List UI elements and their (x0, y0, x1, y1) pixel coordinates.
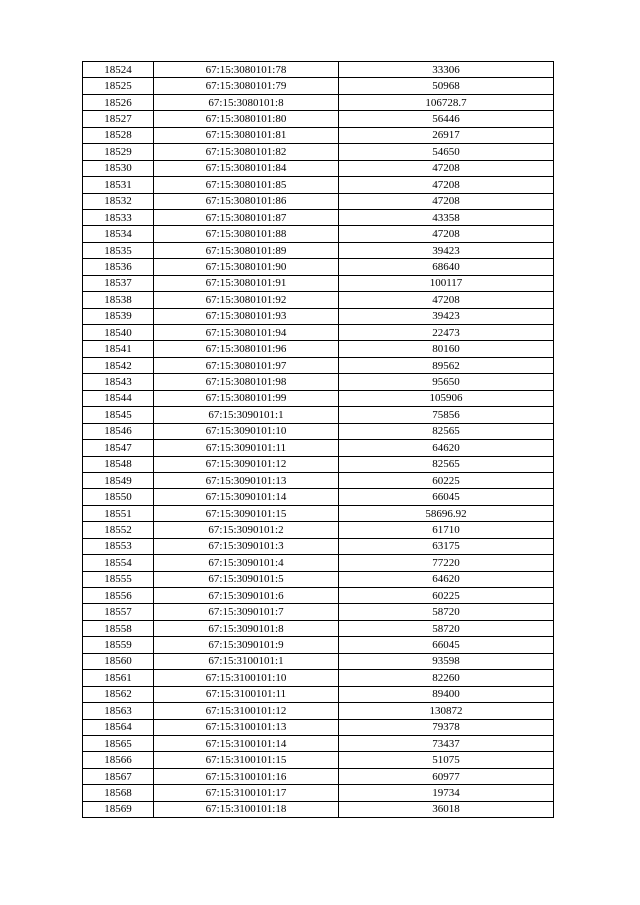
cadastral-number-cell: 67:15:3090101:8 (154, 620, 339, 636)
table-row (83, 440, 554, 456)
value-cell: 75856 (339, 407, 554, 423)
cadastral-number-cell: 67:15:3090101:14 (154, 489, 339, 505)
cadastral-number-cell: 67:15:3080101:97 (154, 357, 339, 373)
value-cell: 82260 (339, 670, 554, 686)
value-cell: 47208 (339, 177, 554, 193)
row-number-cell: 18528 (83, 127, 154, 143)
table-row (83, 522, 554, 538)
row-number-cell: 18526 (83, 94, 154, 110)
table-row (83, 719, 554, 735)
cadastral-number-cell: 67:15:3080101:91 (154, 275, 339, 291)
row-number-cell: 18565 (83, 735, 154, 751)
row-number-cell: 18548 (83, 456, 154, 472)
table-row (83, 703, 554, 719)
value-cell: 68640 (339, 259, 554, 275)
value-cell: 47208 (339, 226, 554, 242)
row-number-cell: 18547 (83, 440, 154, 456)
cadastral-number-cell: 67:15:3080101:99 (154, 390, 339, 406)
cadastral-number-cell: 67:15:3080101:86 (154, 193, 339, 209)
row-number-cell: 18549 (83, 472, 154, 488)
row-number-cell: 18553 (83, 538, 154, 554)
cadastral-number-cell: 67:15:3080101:8 (154, 94, 339, 110)
cadastral-number-cell: 67:15:3080101:93 (154, 308, 339, 324)
row-number-cell: 18546 (83, 423, 154, 439)
value-cell: 89400 (339, 686, 554, 702)
row-number-cell: 18558 (83, 620, 154, 636)
table-row (83, 111, 554, 127)
value-cell: 58696.92 (339, 505, 554, 521)
cadastral-value-table (82, 61, 554, 818)
row-number-cell: 18524 (83, 62, 154, 78)
value-cell: 39423 (339, 242, 554, 258)
row-number-cell: 18557 (83, 604, 154, 620)
table-row (83, 94, 554, 110)
table-row (83, 390, 554, 406)
cadastral-number-cell: 67:15:3080101:88 (154, 226, 339, 242)
row-number-cell: 18567 (83, 768, 154, 784)
row-number-cell: 18538 (83, 292, 154, 308)
row-number-cell: 18544 (83, 390, 154, 406)
value-cell: 95650 (339, 374, 554, 390)
row-number-cell: 18542 (83, 357, 154, 373)
row-number-cell: 18555 (83, 571, 154, 587)
table-row (83, 62, 554, 78)
cadastral-number-cell: 67:15:3090101:9 (154, 637, 339, 653)
value-cell: 47208 (339, 292, 554, 308)
value-cell: 82565 (339, 456, 554, 472)
value-cell: 19734 (339, 785, 554, 801)
value-cell: 54650 (339, 144, 554, 160)
cadastral-number-cell: 67:15:3100101:11 (154, 686, 339, 702)
cadastral-number-cell: 67:15:3100101:17 (154, 785, 339, 801)
table-row (83, 160, 554, 176)
row-number-cell: 18551 (83, 505, 154, 521)
table-body (83, 62, 554, 818)
cadastral-number-cell: 67:15:3080101:85 (154, 177, 339, 193)
table-row (83, 144, 554, 160)
cadastral-number-cell: 67:15:3080101:79 (154, 78, 339, 94)
table-row (83, 127, 554, 143)
row-number-cell: 18550 (83, 489, 154, 505)
value-cell: 60977 (339, 768, 554, 784)
row-number-cell: 18541 (83, 341, 154, 357)
cadastral-number-cell: 67:15:3080101:98 (154, 374, 339, 390)
value-cell: 89562 (339, 357, 554, 373)
table-row (83, 374, 554, 390)
row-number-cell: 18562 (83, 686, 154, 702)
table-row (83, 620, 554, 636)
value-cell: 105906 (339, 390, 554, 406)
row-number-cell: 18535 (83, 242, 154, 258)
row-number-cell: 18529 (83, 144, 154, 160)
table-row (83, 357, 554, 373)
value-cell: 130872 (339, 703, 554, 719)
table-row (83, 735, 554, 751)
row-number-cell: 18531 (83, 177, 154, 193)
row-number-cell: 18569 (83, 801, 154, 817)
row-number-cell: 18552 (83, 522, 154, 538)
table-row (83, 801, 554, 817)
table-row (83, 341, 554, 357)
cadastral-number-cell: 67:15:3100101:13 (154, 719, 339, 735)
table-row (83, 538, 554, 554)
table-row (83, 555, 554, 571)
cadastral-number-cell: 67:15:3090101:7 (154, 604, 339, 620)
table-row (83, 785, 554, 801)
table-row (83, 752, 554, 768)
cadastral-number-cell: 67:15:3100101:10 (154, 670, 339, 686)
cadastral-number-cell: 67:15:3090101:13 (154, 472, 339, 488)
table-row (83, 177, 554, 193)
row-number-cell: 18568 (83, 785, 154, 801)
value-cell: 39423 (339, 308, 554, 324)
table-row (83, 456, 554, 472)
row-number-cell: 18532 (83, 193, 154, 209)
value-cell: 64620 (339, 440, 554, 456)
cadastral-number-cell: 67:15:3100101:16 (154, 768, 339, 784)
value-cell: 79378 (339, 719, 554, 735)
table-row (83, 423, 554, 439)
value-cell: 93598 (339, 653, 554, 669)
row-number-cell: 18563 (83, 703, 154, 719)
cadastral-number-cell: 67:15:3080101:87 (154, 209, 339, 225)
cadastral-number-cell: 67:15:3100101:15 (154, 752, 339, 768)
row-number-cell: 18533 (83, 209, 154, 225)
cadastral-number-cell: 67:15:3090101:6 (154, 588, 339, 604)
table-row (83, 275, 554, 291)
value-cell: 26917 (339, 127, 554, 143)
value-cell: 80160 (339, 341, 554, 357)
cadastral-number-cell: 67:15:3090101:11 (154, 440, 339, 456)
value-cell: 47208 (339, 193, 554, 209)
value-cell: 51075 (339, 752, 554, 768)
cadastral-number-cell: 67:15:3090101:1 (154, 407, 339, 423)
table-row (83, 209, 554, 225)
table-row (83, 78, 554, 94)
cadastral-number-cell: 67:15:3080101:90 (154, 259, 339, 275)
cadastral-number-cell: 67:15:3090101:3 (154, 538, 339, 554)
table-row (83, 489, 554, 505)
value-cell: 64620 (339, 571, 554, 587)
row-number-cell: 18540 (83, 325, 154, 341)
cadastral-number-cell: 67:15:3080101:94 (154, 325, 339, 341)
table-row (83, 588, 554, 604)
cadastral-number-cell: 67:15:3090101:15 (154, 505, 339, 521)
value-cell: 61710 (339, 522, 554, 538)
cadastral-number-cell: 67:15:3090101:5 (154, 571, 339, 587)
cadastral-number-cell: 67:15:3090101:4 (154, 555, 339, 571)
value-cell: 77220 (339, 555, 554, 571)
cadastral-number-cell: 67:15:3080101:82 (154, 144, 339, 160)
value-cell: 60225 (339, 588, 554, 604)
row-number-cell: 18556 (83, 588, 154, 604)
table-row (83, 571, 554, 587)
cadastral-number-cell: 67:15:3090101:10 (154, 423, 339, 439)
table-row (83, 505, 554, 521)
value-cell: 63175 (339, 538, 554, 554)
row-number-cell: 18537 (83, 275, 154, 291)
cadastral-number-cell: 67:15:3080101:80 (154, 111, 339, 127)
cadastral-number-cell: 67:15:3090101:12 (154, 456, 339, 472)
row-number-cell: 18536 (83, 259, 154, 275)
table-row (83, 308, 554, 324)
cadastral-number-cell: 67:15:3090101:2 (154, 522, 339, 538)
cadastral-number-cell: 67:15:3100101:12 (154, 703, 339, 719)
table-row (83, 670, 554, 686)
table-row (83, 407, 554, 423)
table-row (83, 768, 554, 784)
cadastral-number-cell: 67:15:3080101:84 (154, 160, 339, 176)
table-row (83, 325, 554, 341)
table-row (83, 472, 554, 488)
row-number-cell: 18554 (83, 555, 154, 571)
value-cell: 66045 (339, 637, 554, 653)
value-cell: 106728.7 (339, 94, 554, 110)
value-cell: 82565 (339, 423, 554, 439)
value-cell: 22473 (339, 325, 554, 341)
value-cell: 50968 (339, 78, 554, 94)
value-cell: 60225 (339, 472, 554, 488)
cadastral-number-cell: 67:15:3080101:92 (154, 292, 339, 308)
cadastral-number-cell: 67:15:3080101:81 (154, 127, 339, 143)
table-row (83, 637, 554, 653)
value-cell: 56446 (339, 111, 554, 127)
row-number-cell: 18545 (83, 407, 154, 423)
cadastral-number-cell: 67:15:3080101:89 (154, 242, 339, 258)
value-cell: 33306 (339, 62, 554, 78)
row-number-cell: 18559 (83, 637, 154, 653)
table-row (83, 604, 554, 620)
cadastral-number-cell: 67:15:3100101:18 (154, 801, 339, 817)
table-row (83, 686, 554, 702)
table-row (83, 193, 554, 209)
row-number-cell: 18539 (83, 308, 154, 324)
row-number-cell: 18530 (83, 160, 154, 176)
cadastral-number-cell: 67:15:3080101:78 (154, 62, 339, 78)
value-cell: 58720 (339, 620, 554, 636)
value-cell: 47208 (339, 160, 554, 176)
cadastral-number-cell: 67:15:3100101:1 (154, 653, 339, 669)
table-row (83, 226, 554, 242)
value-cell: 100117 (339, 275, 554, 291)
cadastral-number-cell: 67:15:3080101:96 (154, 341, 339, 357)
row-number-cell: 18534 (83, 226, 154, 242)
table-row (83, 292, 554, 308)
row-number-cell: 18564 (83, 719, 154, 735)
value-cell: 66045 (339, 489, 554, 505)
row-number-cell: 18560 (83, 653, 154, 669)
value-cell: 43358 (339, 209, 554, 225)
value-cell: 58720 (339, 604, 554, 620)
value-cell: 73437 (339, 735, 554, 751)
table-row (83, 259, 554, 275)
row-number-cell: 18566 (83, 752, 154, 768)
table-row (83, 242, 554, 258)
row-number-cell: 18525 (83, 78, 154, 94)
cadastral-number-cell: 67:15:3100101:14 (154, 735, 339, 751)
row-number-cell: 18527 (83, 111, 154, 127)
value-cell: 36018 (339, 801, 554, 817)
row-number-cell: 18543 (83, 374, 154, 390)
table-row (83, 653, 554, 669)
row-number-cell: 18561 (83, 670, 154, 686)
